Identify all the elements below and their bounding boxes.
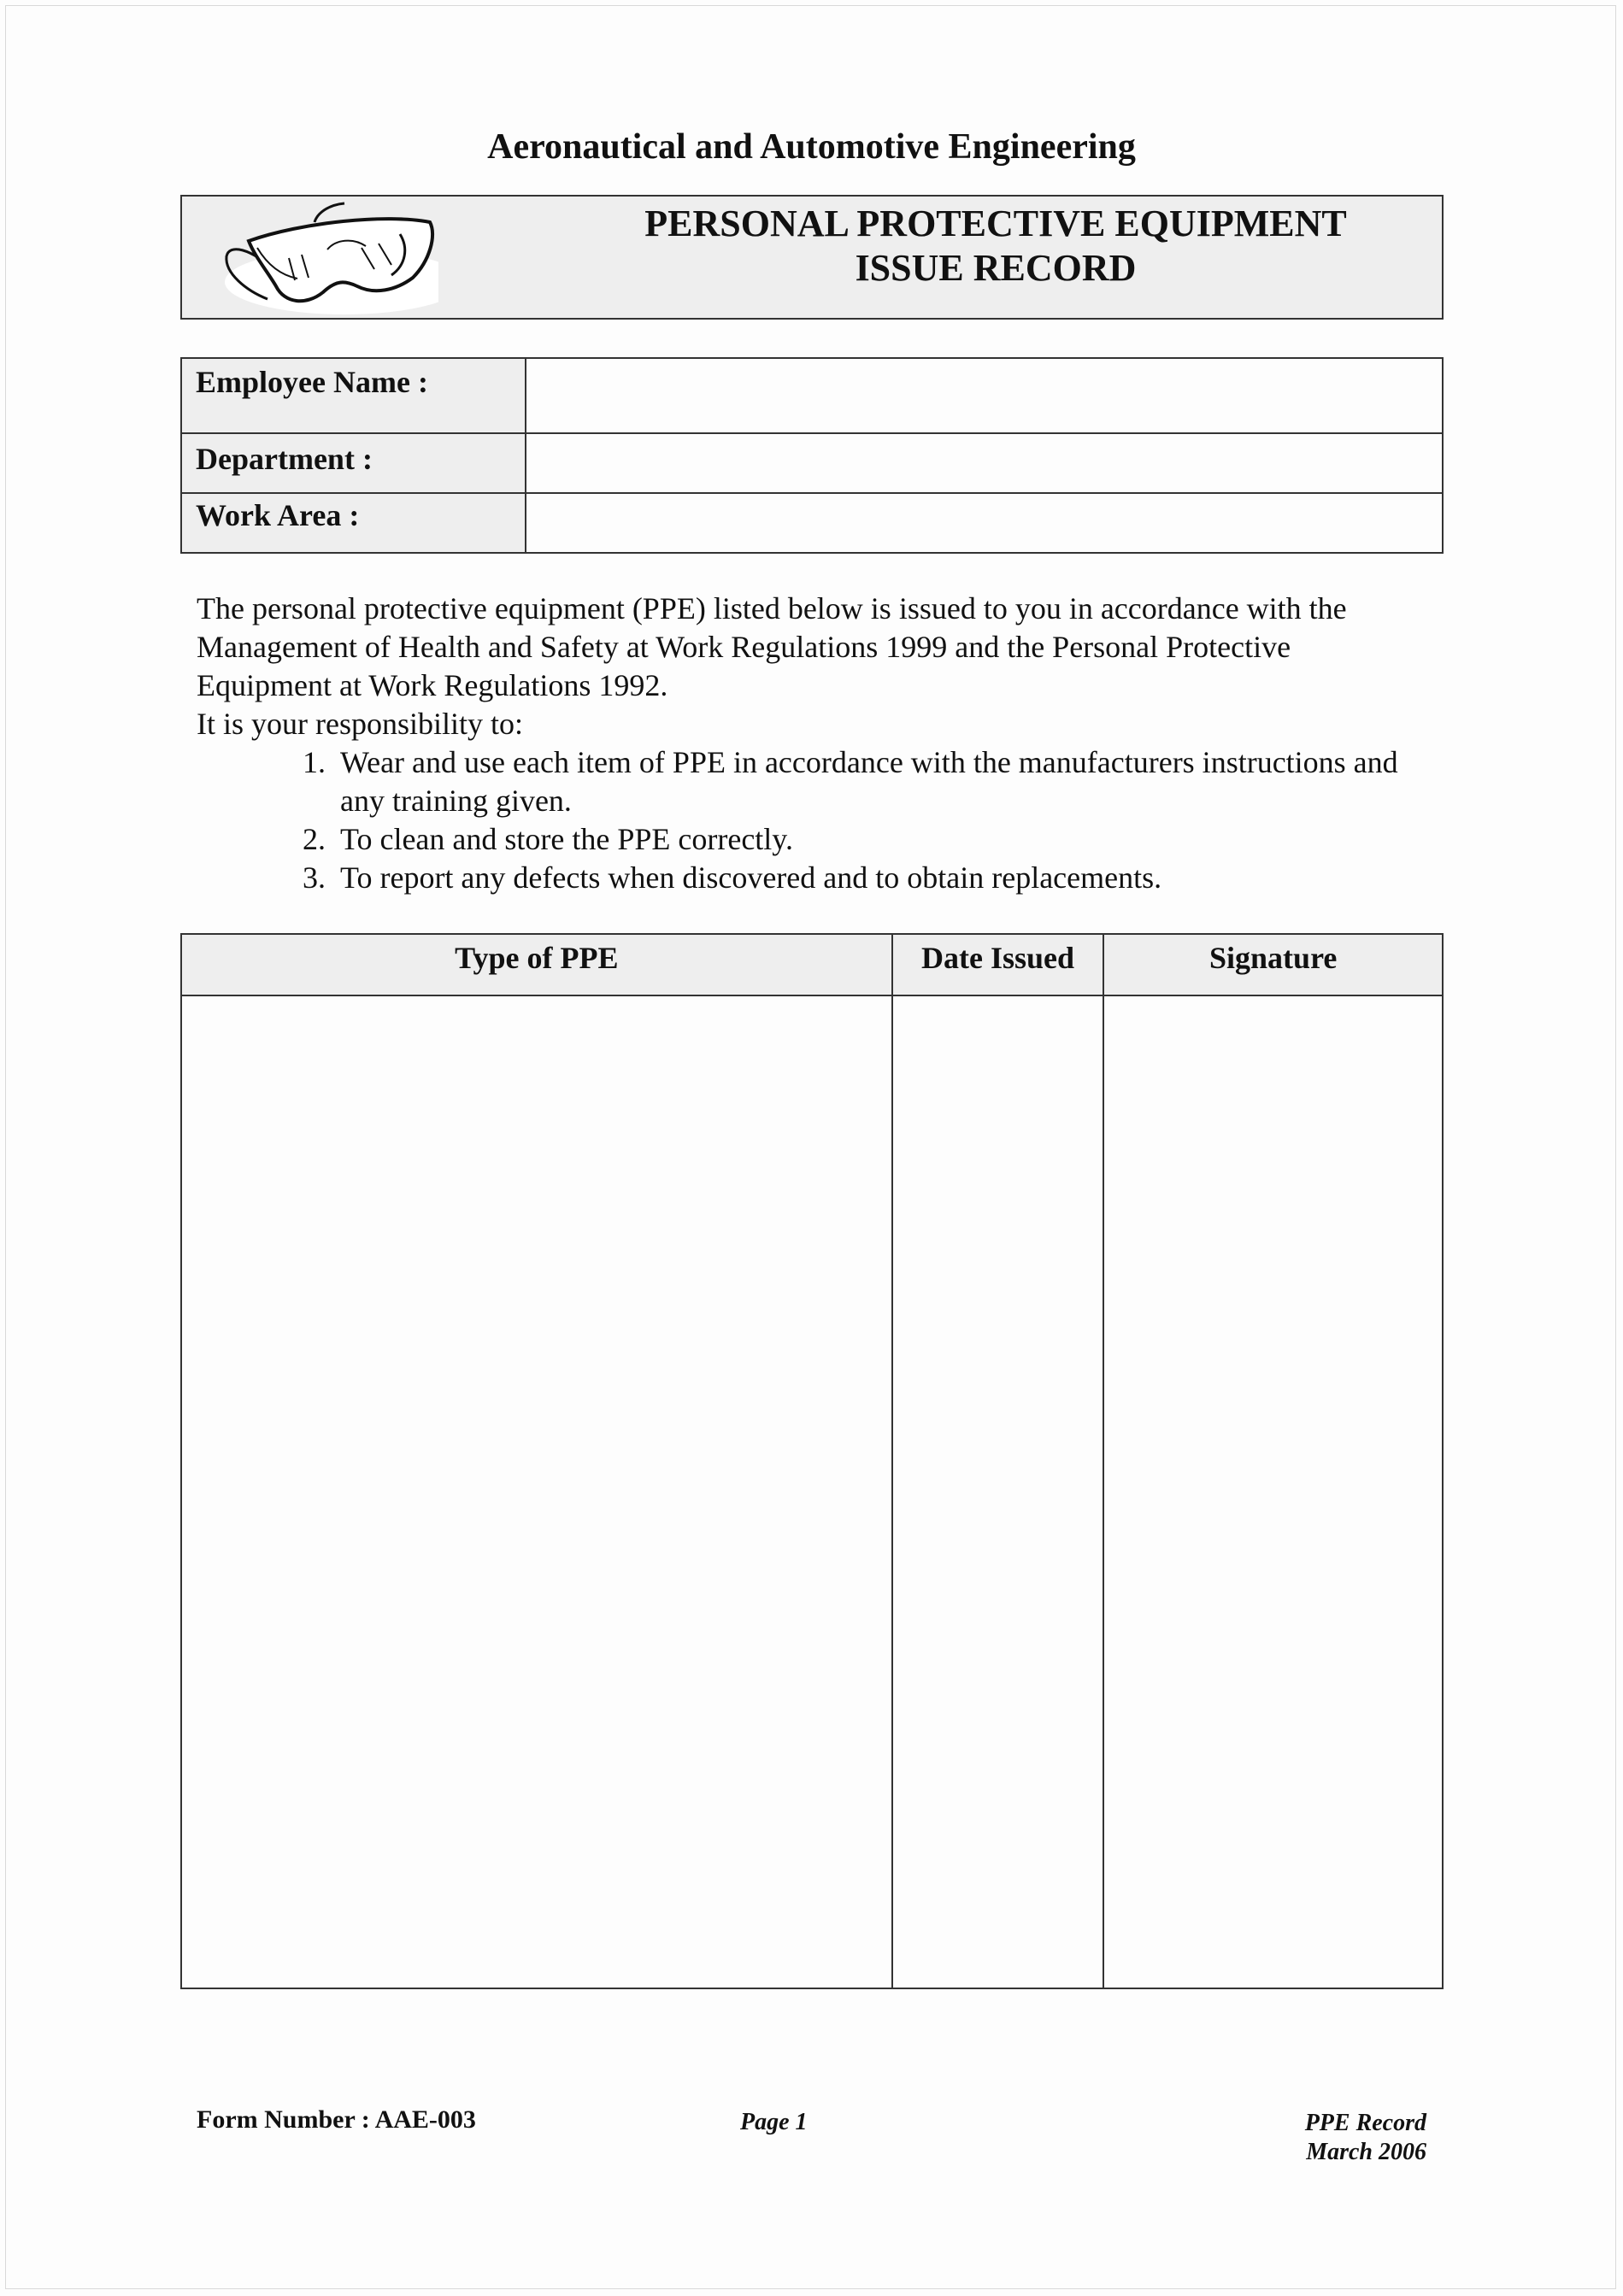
employee-name-label: Employee Name : [181, 358, 526, 433]
employee-details-table [180, 357, 1444, 554]
responsibility-list [197, 743, 1427, 897]
department-field[interactable] [526, 433, 1443, 493]
column-header-date: Date Issued [892, 934, 1104, 995]
list-item: 1. Wear and use each item of PPE in accordance with the manufacturers instructions and any training given. [333, 743, 1427, 820]
form-title-line-2: ISSUE RECORD [855, 247, 1137, 289]
ppe-issue-table [180, 933, 1444, 1989]
record-info [1305, 2109, 1426, 2167]
type-of-ppe-cell[interactable] [181, 995, 892, 1988]
responsibility-lead: It is your responsibility to: [197, 707, 523, 741]
column-header-signature: Signature [1103, 934, 1443, 995]
record-date: March 2006 [1306, 2139, 1426, 2165]
work-area-field[interactable] [526, 493, 1443, 553]
form-number: Form Number : AAE-003 [197, 2105, 476, 2134]
column-header-type: Type of PPE [181, 934, 892, 995]
intro-text [197, 590, 1427, 897]
intro-paragraph: The personal protective equipment (PPE) listed below is issued to you in accordance with the Management of Health and Safety at Work Regulations 1999 and the Personal Protective Equipment at Work Regulations 1992. [197, 591, 1347, 702]
organization-title: Aeronautical and Automotive Engineering [487, 127, 1136, 167]
work-area-label: Work Area : [181, 493, 526, 553]
date-issued-cell[interactable] [892, 995, 1104, 1988]
page-number: Page 1 [740, 2109, 808, 2135]
employee-name-field[interactable] [526, 358, 1443, 433]
safety-goggles-icon [216, 197, 438, 318]
signature-cell[interactable] [1103, 995, 1443, 1988]
record-name: PPE Record [1304, 2110, 1426, 2136]
form-header [180, 195, 1444, 320]
list-item: 3. To report any defects when discovered and to obtain replacements. [333, 859, 1427, 897]
form-title-line-1: PERSONAL PROTECTIVE EQUIPMENT [644, 203, 1347, 244]
department-label: Department : [181, 433, 526, 493]
list-item: 2. To clean and store the PPE correctly. [333, 820, 1427, 859]
